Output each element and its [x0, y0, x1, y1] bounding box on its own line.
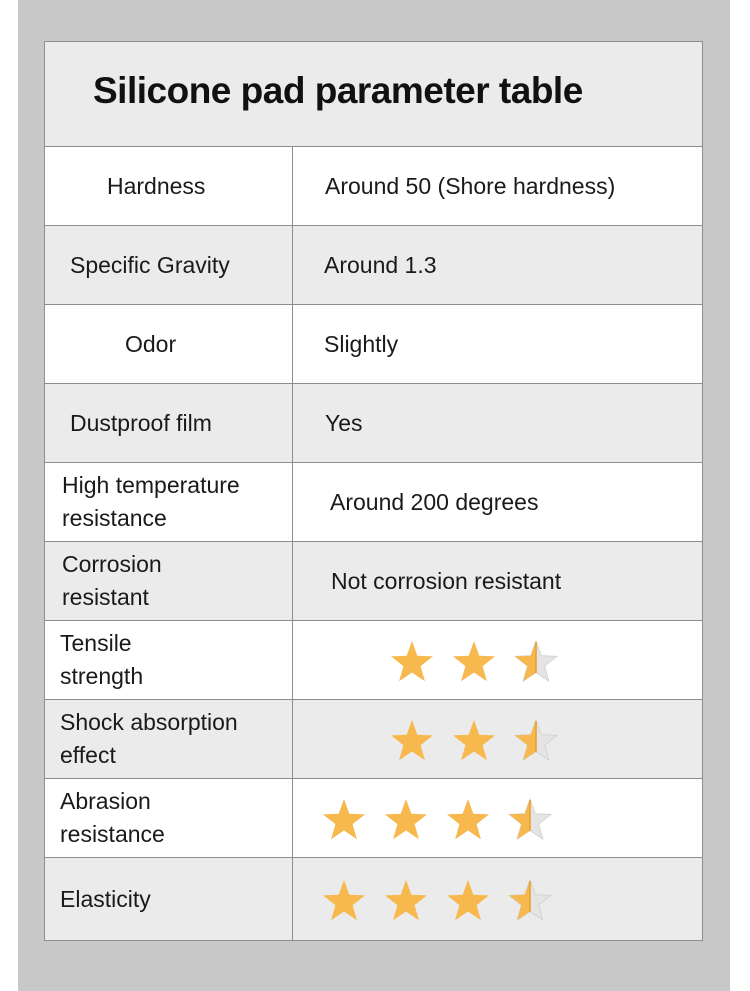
- table-row: [45, 384, 702, 463]
- half-star-icon: [513, 639, 559, 685]
- row-value: Yes: [325, 409, 363, 436]
- row-label: Hardness: [45, 147, 293, 225]
- table-row: [45, 226, 702, 305]
- row-value: Around 200 degrees: [330, 488, 539, 515]
- row-value: Around 1.3: [324, 251, 437, 278]
- half-star-icon: [507, 797, 553, 843]
- table-row: [45, 779, 702, 858]
- star-icon: [383, 878, 429, 924]
- star-icon: [321, 878, 367, 924]
- row-label: High temperature resistance: [45, 463, 293, 541]
- table-row: [45, 858, 702, 940]
- table-row: [45, 700, 702, 779]
- star-icon: [445, 797, 491, 843]
- table-row: [45, 463, 702, 542]
- star-rating: [293, 700, 702, 778]
- row-value: Not corrosion resistant: [331, 567, 562, 594]
- page-title: Silicone pad parameter table: [93, 70, 583, 111]
- row-label: Corrosion resistant: [45, 542, 293, 620]
- star-icon: [383, 797, 429, 843]
- star-rating: [293, 858, 702, 940]
- row-label: Odor: [45, 305, 293, 383]
- row-value: Around 50 (Shore hardness): [325, 172, 616, 199]
- star-rating: [293, 621, 702, 699]
- row-label: Dustproof film: [45, 384, 293, 462]
- star-icon: [321, 797, 367, 843]
- star-icon: [389, 718, 435, 764]
- row-label: Abrasion resistance: [45, 779, 293, 857]
- star-icon: [445, 878, 491, 924]
- half-star-icon: [513, 718, 559, 764]
- half-star-icon: [507, 878, 553, 924]
- star-icon: [389, 639, 435, 685]
- row-label: Tensile strength: [45, 621, 293, 699]
- table-row: [45, 621, 702, 700]
- row-label: Elasticity: [45, 858, 293, 940]
- table-row: [45, 542, 702, 621]
- star-icon: [451, 718, 497, 764]
- table-row: [45, 305, 702, 384]
- parameter-table: [44, 41, 703, 941]
- star-rating: [293, 779, 702, 857]
- table-row: [45, 147, 702, 226]
- star-icon: [451, 639, 497, 685]
- row-label: Shock absorption effect: [45, 700, 293, 778]
- row-label: Specific Gravity: [45, 226, 293, 304]
- row-value: Slightly: [324, 330, 399, 357]
- title-row: [45, 42, 702, 147]
